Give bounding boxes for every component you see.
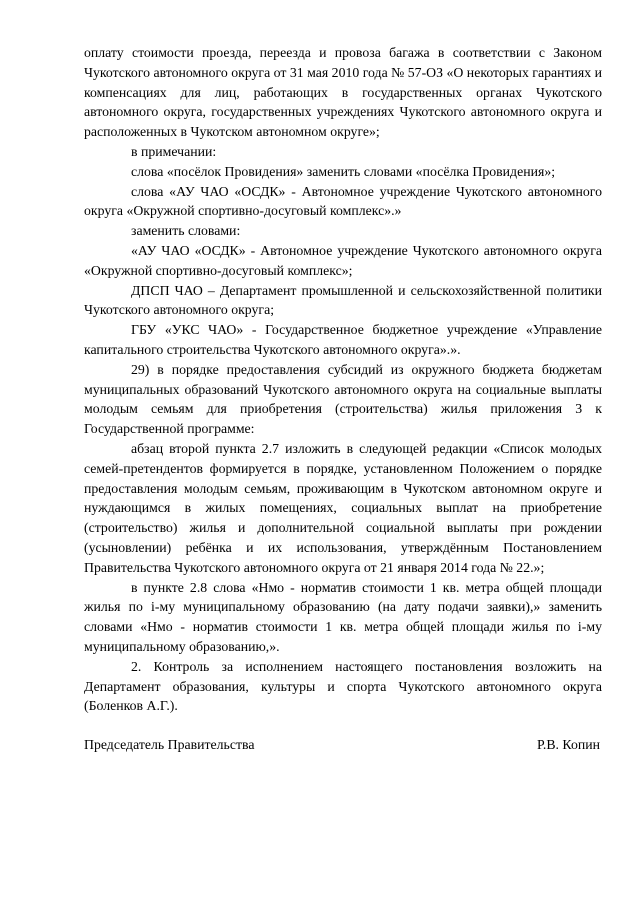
paragraph-clause-2-8: в пункте 2.8 слова «Нмо - норматив стоимости 1 кв. метра общей площади жилья по i-му муниципальному образованию (на дату подачи заявки),» заменить словами «Нмо - норматив стоимости 1 кв. метра общей площади жилья по i-му муниципальному образованию,».	[84, 579, 602, 654]
signatory-name: Р.В. Копин	[536, 737, 600, 752]
signature-block	[84, 735, 602, 755]
document-body	[84, 43, 602, 716]
paragraph-clause-2-7: абзац второй пункта 2.7 изложить в следующей редакции «Список молодых семей-претендентов формируется в порядке, установленном Положением о порядке предоставления молодым семьям, проживающим в Чукотском автономном округе и нуждающимся в жилых помещениях, социальных выплат на приобретение (строительство) жилья и дополнительной социальной выплаты при рождении (усыновлении) ребёнка и их использования, утверждённым Постановлением Правительства Чукотского автономного округа от 21 января 2014 года № 22.»;	[84, 440, 602, 575]
paragraph-item-29: 29) в порядке предоставления субсидий из окружного бюджета бюджетам муниципальных образований Чукотского автономного округа на социальные выплаты молодым семьям для приобретения (строительства) жилья приложения 3 к Государственной программе:	[84, 361, 602, 437]
paragraph-note-heading: в примечании:	[131, 143, 217, 159]
paragraph-uks-definition: ГБУ «УКС ЧАО» - Государственное бюджетное учреждение «Управление капитального строительства Чукотского автономного округа».».	[84, 322, 602, 357]
signatory-title: Председатель Правительства	[84, 737, 255, 752]
paragraph-osdk-words: слова «АУ ЧАО «ОСДК» - Автономное учреждение Чукотского автономного округа «Окружной спортивно-досуговый комплекс».»	[84, 183, 602, 219]
paragraph-compensation-law: оплату стоимости проезда, переезда и провоза багажа в соответствии с Законом Чукотского автономного округа от 31 мая 2010 года № 57-ОЗ «О некоторых гарантиях и компенсациях для лиц, работающих в государственных органах Чукотского автономного округа, государственных учреждениях Чукотского автономного округа и расположенных в Чукотском автономном округе»;	[84, 45, 602, 140]
paragraph-providence-replace: слова «посёлок Провидения» заменить словами «посёлка Провидения»;	[131, 163, 556, 179]
paragraph-osdk-definition: «АУ ЧАО «ОСДК» - Автономное учреждение Чукотского автономного округа «Окружной спортивно-досуговый комплекс»;	[84, 242, 602, 278]
paragraph-dpsp-definition: ДПСП ЧАО – Департамент промышленной и сельскохозяйственной политики Чукотского автономного округа;	[84, 282, 602, 318]
paragraph-replace-with: заменить словами:	[131, 223, 241, 239]
paragraph-control-clause: 2. Контроль за исполнением настоящего постановления возложить на Департамент образования, культуры и спорта Чукотского автономного округа (Боленков А.Г.).	[84, 658, 602, 714]
